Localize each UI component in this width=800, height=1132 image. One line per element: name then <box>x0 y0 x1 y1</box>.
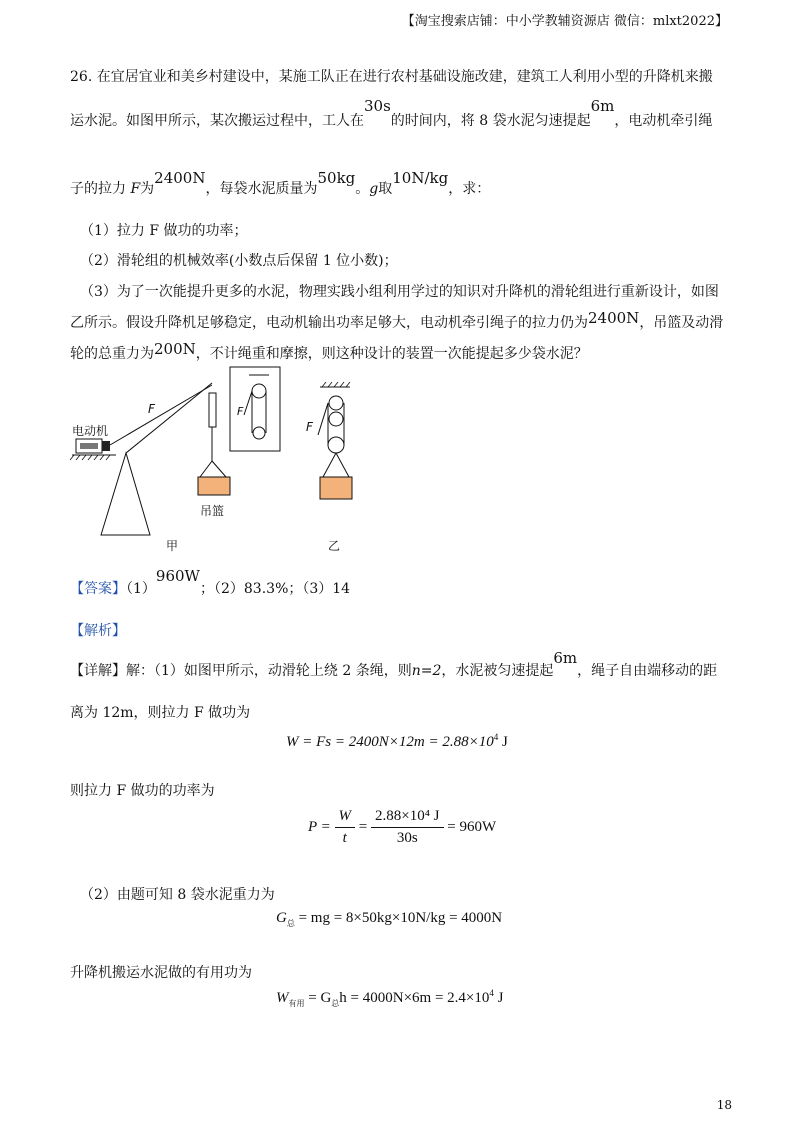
caption-yi: 乙 <box>328 539 341 553</box>
exponent: 4 <box>493 732 499 742</box>
answer-text: ；（2）83.3%；（3）14 <box>199 581 351 597</box>
force-label-jia: F <box>148 402 155 416</box>
question-line-1: 26. 在宜居宜业和美乡村建设中，某施工队正在进行农村基础设施改建，建筑工人利用小型的升降机来搬 <box>70 69 713 85</box>
question-text: ，求： <box>448 181 491 197</box>
equation-text: W <box>276 990 289 1006</box>
figure-jia <box>70 367 280 553</box>
question-line-2 <box>70 97 713 130</box>
equation-text: W = Fs = 2400N×12m = 2.88×10 <box>286 734 494 750</box>
question-text: ，吊篮及动滑 <box>639 315 724 331</box>
mass-value: 50kg <box>317 169 356 187</box>
detail-text: ，绳子自由端移动的距 <box>577 663 718 679</box>
detail-tag: 【详解】 <box>70 663 126 679</box>
equation-text: = mg = 8×50kg×10N/kg = 4000N <box>294 910 503 926</box>
fraction-w-over-t: $\frac{W}{t}$ <box>335 808 356 847</box>
sub3-force-value: 2400N <box>588 309 640 327</box>
equation-text: = 960W <box>447 818 497 835</box>
question-text: 轮的总重力为 <box>70 346 154 362</box>
question-text: 乙所示。假设升降机足够稳定，电动机输出功率足够大，电动机牵引绳子的拉力仍为 <box>70 315 588 331</box>
detail-line-3: 则拉力 F 做功的功率为 <box>70 783 215 799</box>
detail-line-4: （2）由题可知 8 袋水泥重力为 <box>80 887 275 903</box>
equation-text: P = <box>308 818 331 835</box>
question-text: ，每袋水泥质量为 <box>205 181 318 197</box>
subscript: 总 <box>331 999 340 1008</box>
answer-line <box>70 567 351 598</box>
exponent: 4 <box>489 988 494 998</box>
equation-text: G <box>276 910 287 926</box>
equation-text: h = 4000N×6m = 2.4×10 <box>339 990 490 1006</box>
height-value: 6m <box>590 97 615 115</box>
question-text: 为 <box>140 181 155 197</box>
basket <box>198 477 230 495</box>
question-text: ，不计绳重和摩擦，则这种设计的装置一次能提起多少袋水泥？ <box>195 346 588 362</box>
detail-line-1 <box>70 649 718 680</box>
question-text: 取 <box>378 181 393 197</box>
time-value: 30s <box>364 97 391 115</box>
force-symbol: F <box>130 181 141 197</box>
shop-header: 【淘宝搜索店铺：中小学教辅资源店 微信：mlxt2022】 <box>401 14 728 29</box>
n-value: n=2 <box>411 663 442 679</box>
caption-jia: 甲 <box>166 539 179 553</box>
sub-question-2: （2）滑轮组的机械效率(小数点后保留 1 位小数)； <box>80 253 398 269</box>
pulley-figure <box>66 365 386 565</box>
motor-icon <box>76 439 110 453</box>
equation-work <box>286 732 508 751</box>
detail-text: 解：（1）如图甲所示，动滑轮上绕 2 条绳，则 <box>126 663 412 679</box>
equation-text: = G <box>304 990 332 1006</box>
question-text: 的时间内，将 8 袋水泥匀速提起 <box>390 113 591 129</box>
sub-question-3-line-1: （3）为了一次能提升更多的水泥，物理实践小组利用学过的知识对升降机的滑轮组进行重新设计，如图 <box>80 284 719 300</box>
subscript: 有用 <box>288 999 305 1008</box>
basket-yi <box>320 477 352 499</box>
force-label-inset: F <box>237 405 244 418</box>
fraction-numeric: $\frac{\text{2.88×10⁴ J}}{30s}$ <box>371 808 444 847</box>
page-number: 18 <box>716 1098 732 1112</box>
motor-label: 电动机 <box>72 424 109 438</box>
answer-text: （1） <box>126 581 156 597</box>
analysis-tag: 【解析】 <box>70 623 126 639</box>
basket-label: 吊篮 <box>200 504 225 518</box>
detail-height-value: 6m <box>553 649 578 667</box>
sub3-weight-value: 200N <box>154 340 196 358</box>
force-value: 2400N <box>154 169 206 187</box>
question-text: 运水泥。如图甲所示，某次搬运过程中，工人在 <box>70 113 364 129</box>
equation-gravity <box>276 910 502 929</box>
sub-question-1: （1）拉力 F 做功的功率； <box>80 223 248 239</box>
equation-power: P = $\frac{W}{t}$ = $\frac{\text{2.88×10⁴ J}}{30s}$ = 960W <box>308 808 497 846</box>
sub-question-3-line-2 <box>70 309 724 332</box>
question-line-3 <box>70 169 491 198</box>
unit: J <box>493 990 504 1006</box>
unit: J <box>498 734 508 750</box>
subscript: 总 <box>286 919 295 928</box>
figure-yi <box>306 382 352 553</box>
answer-tag: 【答案】 <box>70 581 126 597</box>
g-symbol: g <box>369 181 379 197</box>
sub-question-3-line-3 <box>70 340 588 363</box>
question-text: ，电动机牵引绳 <box>614 113 713 129</box>
answer-value-1: 960W <box>155 567 200 585</box>
detail-line-5: 升降机搬运水泥做的有用功为 <box>70 965 252 981</box>
equation-useful-work <box>276 988 503 1009</box>
question-text: 子的拉力 <box>70 181 126 197</box>
detail-text: ，水泥被匀速提起 <box>441 663 554 679</box>
detail-line-2: 离为 12m，则拉力 F 做功为 <box>70 705 251 721</box>
question-text: 。 <box>355 181 370 197</box>
force-label-yi: F <box>306 420 313 434</box>
g-value: 10N/kg <box>392 169 449 187</box>
